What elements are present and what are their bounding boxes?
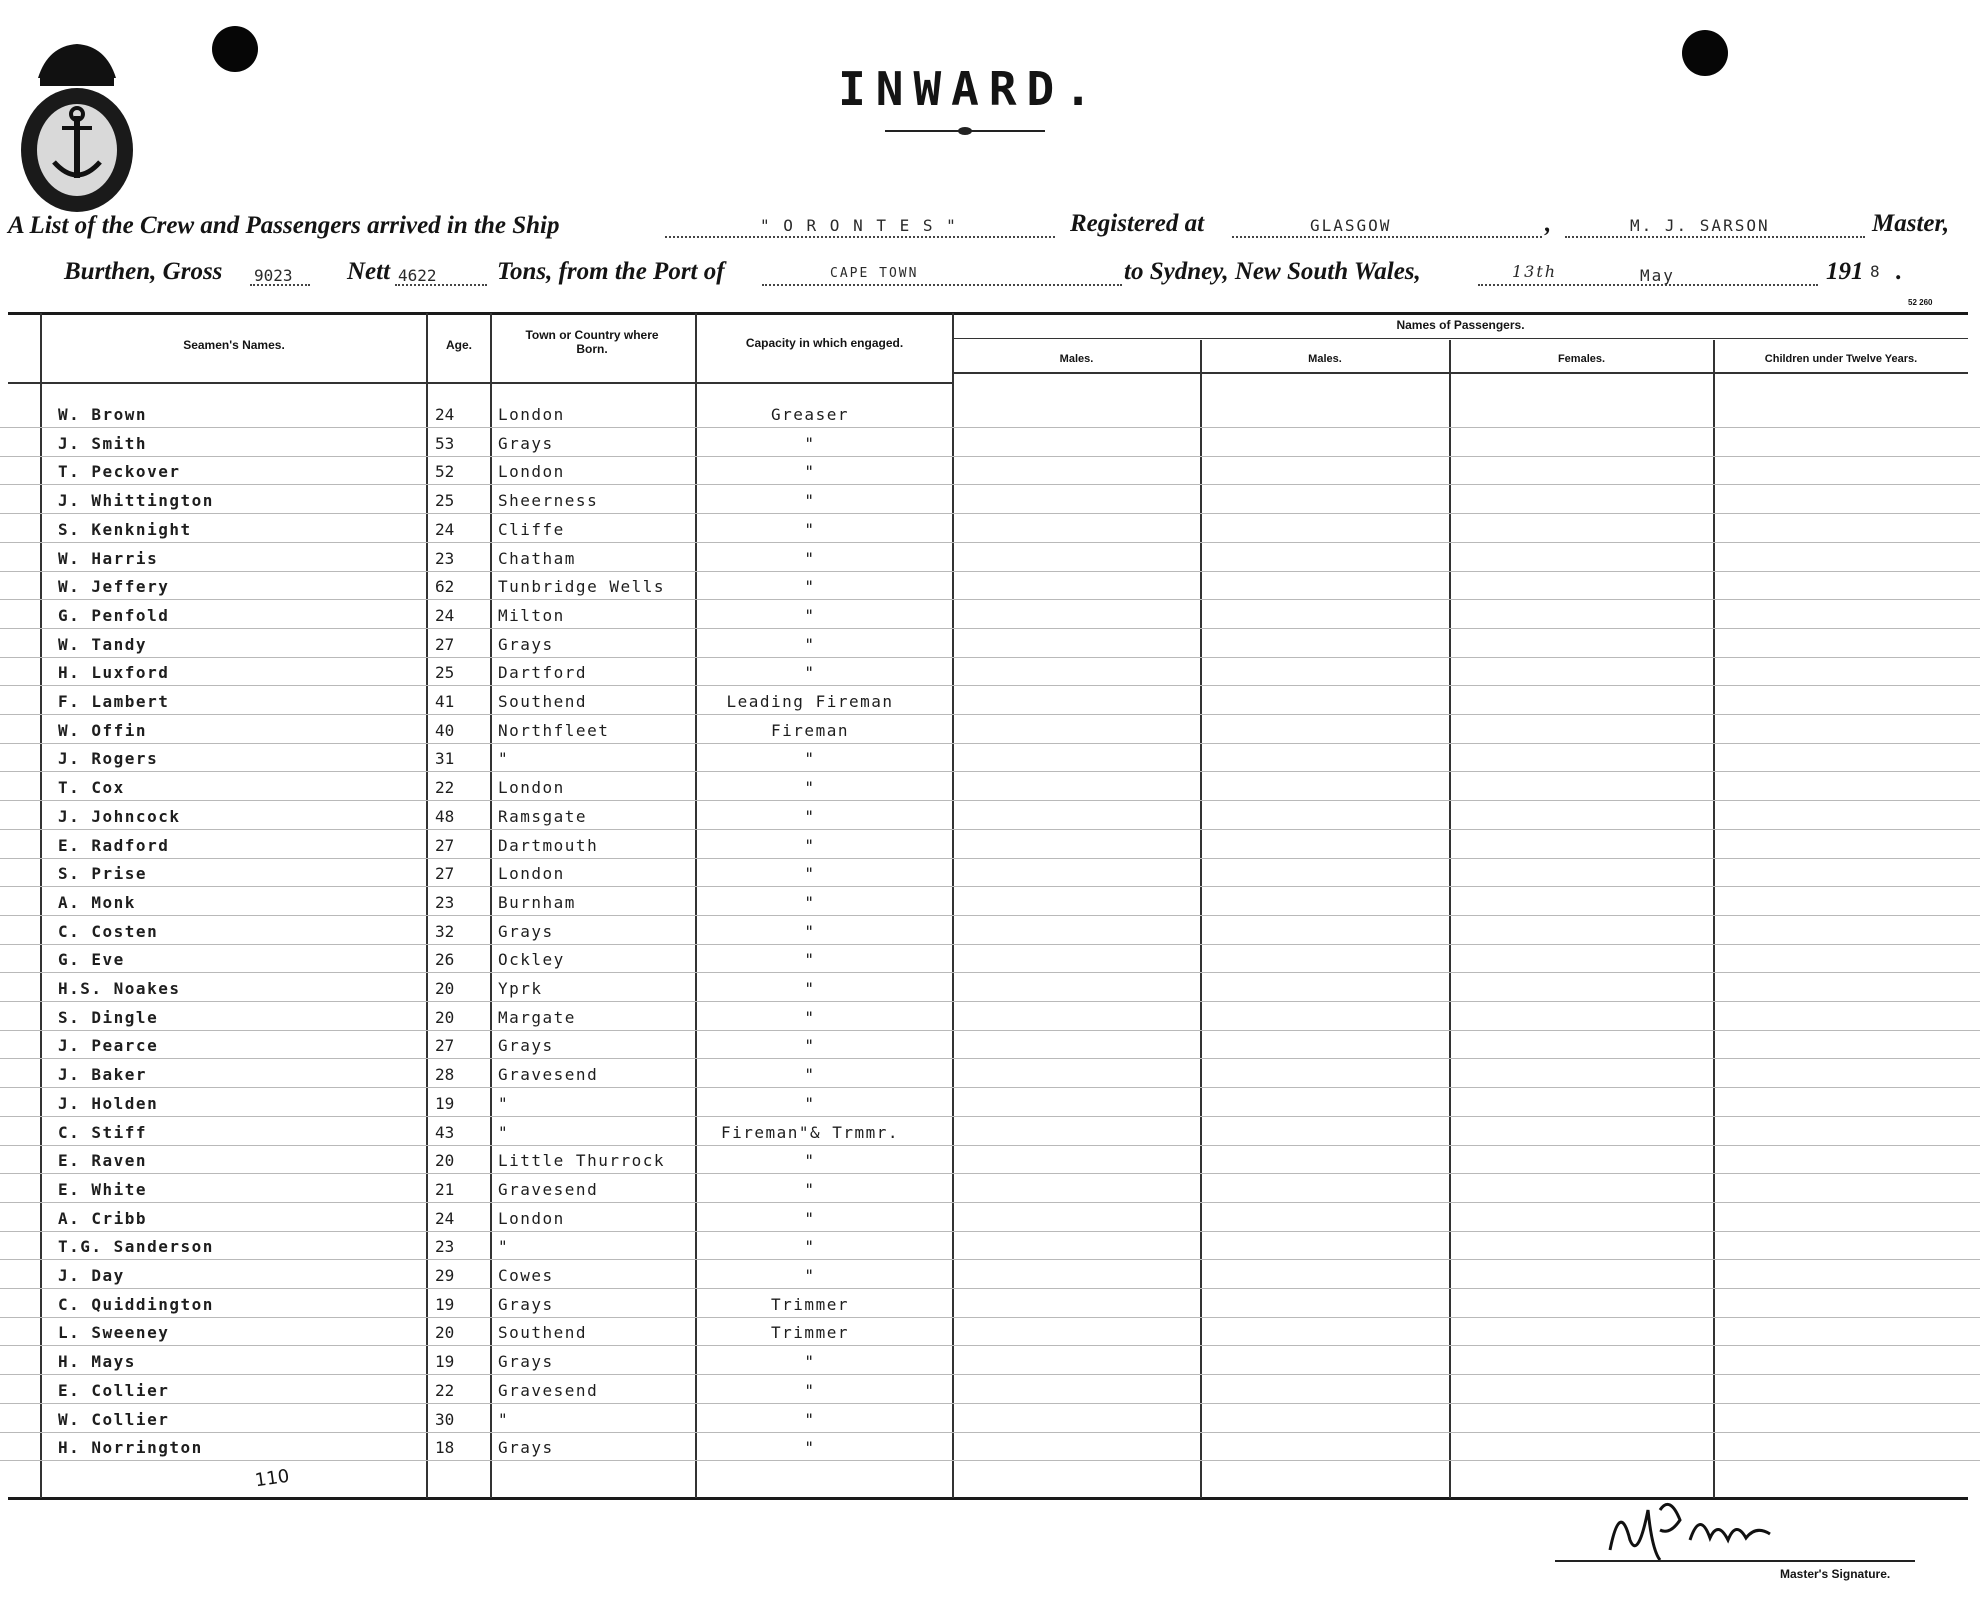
capacity-cell: " [804, 749, 816, 768]
capacity-cell: " [804, 1209, 816, 1228]
gross-value: 9023 [254, 266, 293, 285]
age-cell: 22 [435, 1381, 455, 1400]
capacity-cell: " [804, 1036, 816, 1055]
town-cell: Tunbridge Wells [498, 577, 665, 596]
age-cell: 20 [435, 979, 455, 998]
row-rule [0, 456, 1980, 457]
town-cell: Grays [498, 922, 554, 941]
from-port: CAPE TOWN [830, 266, 919, 281]
nett-label: Nett [347, 258, 391, 285]
row-rule [0, 944, 1980, 945]
age-cell: 18 [435, 1438, 455, 1457]
name-cell: W. Offin [58, 721, 148, 740]
name-cell: T. Cox [58, 778, 125, 797]
town-cell: London [498, 864, 565, 883]
capacity-cell: " [804, 1008, 816, 1027]
name-cell: J. Johncock [58, 807, 181, 826]
town-cell: Cliffe [498, 520, 565, 539]
name-cell: S. Prise [58, 864, 148, 883]
age-cell: 52 [435, 462, 455, 481]
name-cell: C. Quiddington [58, 1295, 214, 1314]
row-rule [0, 1345, 1980, 1346]
passenger-header-rule [953, 372, 1968, 374]
town-cell: Cowes [498, 1266, 554, 1285]
age-cell: 20 [435, 1008, 455, 1027]
row-rule [0, 1374, 1980, 1375]
col-males-1: Males. [1059, 353, 1094, 365]
row-rule [0, 1202, 1980, 1203]
age-cell: 23 [435, 1237, 455, 1256]
town-cell: Margate [498, 1008, 576, 1027]
capacity-cell: " [804, 606, 816, 625]
town-cell: Sheerness [498, 491, 599, 510]
capacity-cell: " [804, 1094, 816, 1113]
capacity-cell: Trimmer [771, 1295, 849, 1314]
column-rule [490, 313, 492, 1498]
seal-icon [18, 38, 136, 216]
name-cell: C. Costen [58, 922, 159, 941]
year-prefix: 191 [1826, 258, 1864, 285]
age-cell: 24 [435, 1209, 455, 1228]
age-cell: 19 [435, 1295, 455, 1314]
row-rule [0, 886, 1980, 887]
column-rule [40, 313, 42, 1498]
capacity-cell: " [804, 1381, 816, 1400]
age-cell: 23 [435, 549, 455, 568]
name-cell: W. Jeffery [58, 577, 170, 596]
row-rule [0, 915, 1980, 916]
ship-blank [665, 236, 1055, 238]
capacity-cell: " [804, 491, 816, 510]
col-females: Females. [1557, 353, 1606, 365]
age-cell: 43 [435, 1123, 455, 1142]
arrival-day: 13th [1512, 262, 1558, 281]
name-cell: E. White [58, 1180, 148, 1199]
capacity-cell: " [804, 1237, 816, 1256]
age-cell: 53 [435, 434, 455, 453]
town-cell: Little Thurrock [498, 1151, 665, 1170]
name-cell: W. Brown [58, 405, 148, 424]
row-rule [0, 858, 1980, 859]
capacity-cell: " [804, 807, 816, 826]
name-cell: W. Tandy [58, 635, 148, 654]
row-rule [0, 657, 1980, 658]
town-cell: " [498, 1410, 510, 1429]
signature-caption: Master's Signature. [1780, 1567, 1891, 1581]
name-cell: H. Mays [58, 1352, 136, 1371]
from-port-blank [762, 284, 1122, 286]
town-cell: Grays [498, 1438, 554, 1457]
year-suffix: 8 [1870, 262, 1882, 281]
row-rule [0, 1116, 1980, 1117]
row-rule [0, 972, 1980, 973]
town-cell: Grays [498, 1036, 554, 1055]
column-rule [426, 313, 428, 1498]
name-cell: J. Rogers [58, 749, 159, 768]
name-cell: F. Lambert [58, 692, 170, 711]
age-cell: 25 [435, 663, 455, 682]
age-cell: 40 [435, 721, 455, 740]
column-rule [695, 313, 697, 1498]
header-bottom-rule [8, 382, 953, 384]
town-cell: Gravesend [498, 1065, 599, 1084]
name-cell: W. Collier [58, 1410, 170, 1429]
age-cell: 31 [435, 749, 455, 768]
town-cell: Northfleet [498, 721, 610, 740]
punch-hole-right [1682, 30, 1728, 76]
row-rule [0, 1460, 1980, 1461]
capacity-cell: " [804, 1352, 816, 1371]
master-label: Master, [1872, 210, 1950, 237]
age-cell: 28 [435, 1065, 455, 1084]
tally-mark: 110 [253, 1465, 291, 1492]
col-children: Children under Twelve Years. [1764, 353, 1918, 365]
age-cell: 30 [435, 1410, 455, 1429]
name-cell: H.S. Noakes [58, 979, 181, 998]
capacity-cell: " [804, 922, 816, 941]
age-cell: 32 [435, 922, 455, 941]
town-cell: Southend [498, 692, 588, 711]
age-cell: 22 [435, 778, 455, 797]
year-period: . [1896, 258, 1903, 285]
name-cell: J. Day [58, 1266, 125, 1285]
name-cell: W. Harris [58, 549, 159, 568]
capacity-cell: " [804, 1151, 816, 1170]
capacity-cell: " [804, 1065, 816, 1084]
age-cell: 27 [435, 864, 455, 883]
capacity-cell: Trimmer [771, 1323, 849, 1342]
age-cell: 20 [435, 1151, 455, 1170]
col-town: Town or Country where Born. [525, 328, 659, 356]
name-cell: A. Cribb [58, 1209, 148, 1228]
capacity-cell: " [804, 434, 816, 453]
nett-value: 4622 [398, 266, 437, 285]
town-cell: Grays [498, 1295, 554, 1314]
age-cell: 19 [435, 1352, 455, 1371]
row-rule [0, 628, 1980, 629]
col-capacity: Capacity in which engaged. [745, 336, 904, 350]
form-number: 52 260 [1908, 298, 1933, 307]
age-cell: 62 [435, 577, 455, 596]
row-rule [0, 1173, 1980, 1174]
town-cell: Grays [498, 635, 554, 654]
row-rule [0, 542, 1980, 543]
town-cell: Dartmouth [498, 836, 599, 855]
town-cell: Dartford [498, 663, 588, 682]
row-rule [0, 685, 1980, 686]
name-cell: J. Whittington [58, 491, 214, 510]
capacity-cell: " [804, 1180, 816, 1199]
age-cell: 48 [435, 807, 455, 826]
name-cell: J. Pearce [58, 1036, 159, 1055]
comma: , [1545, 210, 1552, 237]
town-cell: " [498, 1094, 510, 1113]
name-cell: T.G. Sanderson [58, 1237, 214, 1256]
registered-label: Registered at [1070, 210, 1205, 237]
capacity-cell: " [804, 1410, 816, 1429]
town-cell: London [498, 405, 565, 424]
col-passengers: Names of Passengers. [1396, 318, 1525, 332]
capacity-cell: Fireman [771, 721, 849, 740]
name-cell: C. Stiff [58, 1123, 148, 1142]
table-top-rule [8, 312, 1968, 315]
row-rule [0, 1259, 1980, 1260]
row-rule [0, 1030, 1980, 1031]
name-cell: G. Eve [58, 950, 125, 969]
age-cell: 25 [435, 491, 455, 510]
town-cell: London [498, 1209, 565, 1228]
town-cell: " [498, 749, 510, 768]
capacity-cell: Greaser [771, 405, 849, 424]
page-title: INWARD. [838, 62, 1102, 116]
row-rule [0, 599, 1980, 600]
name-cell: E. Raven [58, 1151, 148, 1170]
name-cell: L. Sweeney [58, 1323, 170, 1342]
town-cell: Grays [498, 434, 554, 453]
capacity-cell: " [804, 893, 816, 912]
passenger-subheader-rule [953, 338, 1968, 339]
name-cell: A. Monk [58, 893, 136, 912]
row-rule [0, 1001, 1980, 1002]
col-males-2: Males. [1308, 353, 1342, 365]
town-cell: Ockley [498, 950, 565, 969]
age-cell: 19 [435, 1094, 455, 1113]
capacity-cell: " [804, 836, 816, 855]
row-rule [0, 771, 1980, 772]
row-rule [0, 800, 1980, 801]
name-cell: E. Collier [58, 1381, 170, 1400]
capacity-cell: " [804, 549, 816, 568]
town-cell: Gravesend [498, 1381, 599, 1400]
row-rule [0, 1145, 1980, 1146]
capacity-cell: " [804, 462, 816, 481]
age-cell: 26 [435, 950, 455, 969]
age-cell: 23 [435, 893, 455, 912]
tons-label: Tons, from the Port of [497, 258, 725, 285]
name-cell: J. Smith [58, 434, 148, 453]
signature-line [1555, 1560, 1915, 1562]
capacity-cell: " [804, 635, 816, 654]
title-ornament [958, 127, 972, 135]
punch-hole-left [212, 26, 258, 72]
col-age: Age. [445, 338, 472, 352]
row-rule [0, 1403, 1980, 1404]
age-cell: 27 [435, 1036, 455, 1055]
town-cell: Southend [498, 1323, 588, 1342]
arrival-month: May [1640, 266, 1675, 285]
name-cell: T. Peckover [58, 462, 181, 481]
capacity-cell: " [804, 1438, 816, 1457]
town-cell: " [498, 1123, 510, 1142]
age-cell: 21 [435, 1180, 455, 1199]
age-cell: 24 [435, 520, 455, 539]
port-registered: GLASGOW [1310, 216, 1392, 235]
name-cell: H. Norrington [58, 1438, 203, 1457]
age-cell: 41 [435, 692, 455, 711]
row-rule [0, 484, 1980, 485]
capacity-cell: " [804, 979, 816, 998]
row-rule [0, 743, 1980, 744]
town-cell: Gravesend [498, 1180, 599, 1199]
master-signature-icon [1600, 1490, 1780, 1570]
destination-label: to Sydney, New South Wales, [1124, 258, 1421, 285]
ship-name: " O R O N T E S " [760, 216, 958, 235]
capacity-cell: Leading Fireman [726, 692, 894, 711]
name-cell: H. Luxford [58, 663, 170, 682]
capacity-cell: " [804, 778, 816, 797]
age-cell: 24 [435, 606, 455, 625]
burthen-label: Burthen, Gross [64, 258, 223, 285]
town-cell: Burnham [498, 893, 576, 912]
column-rule [952, 313, 954, 1498]
name-cell: S. Kenknight [58, 520, 192, 539]
row-rule [0, 829, 1980, 830]
age-cell: 27 [435, 635, 455, 654]
capacity-cell: " [804, 1266, 816, 1285]
town-cell: Grays [498, 1352, 554, 1371]
town-cell: London [498, 778, 565, 797]
capacity-cell: " [804, 520, 816, 539]
row-rule [0, 714, 1980, 715]
capacity-cell: " [804, 950, 816, 969]
row-rule [0, 1058, 1980, 1059]
name-cell: J. Baker [58, 1065, 148, 1084]
town-cell: " [498, 1237, 510, 1256]
town-cell: Ramsgate [498, 807, 588, 826]
row-rule [0, 1317, 1980, 1318]
row-rule [0, 1432, 1980, 1433]
town-cell: Yprk [498, 979, 543, 998]
row-rule [0, 1231, 1980, 1232]
age-cell: 20 [435, 1323, 455, 1342]
town-cell: London [498, 462, 565, 481]
master-blank [1565, 236, 1865, 238]
town-cell: Chatham [498, 549, 576, 568]
capacity-cell: " [804, 864, 816, 883]
capacity-cell: Fireman"& Trmmr. [720, 1123, 900, 1142]
col-seamens-names: Seamen's Names. [183, 338, 285, 352]
name-cell: S. Dingle [58, 1008, 159, 1027]
name-cell: J. Holden [58, 1094, 159, 1113]
row-rule [0, 1087, 1980, 1088]
row-rule [0, 1288, 1980, 1289]
row-rule [0, 571, 1980, 572]
list-label: A List of the Crew and Passengers arrived in the Ship [8, 212, 560, 239]
row-rule [0, 513, 1980, 514]
row-rule [0, 427, 1980, 428]
registered-blank [1232, 236, 1542, 238]
age-cell: 27 [435, 836, 455, 855]
town-cell: Milton [498, 606, 565, 625]
age-cell: 24 [435, 405, 455, 424]
capacity-cell: " [804, 577, 816, 596]
name-cell: G. Penfold [58, 606, 170, 625]
master-name: M. J. SARSON [1630, 216, 1770, 235]
age-cell: 29 [435, 1266, 455, 1285]
name-cell: E. Radford [58, 836, 170, 855]
capacity-cell: " [804, 663, 816, 682]
